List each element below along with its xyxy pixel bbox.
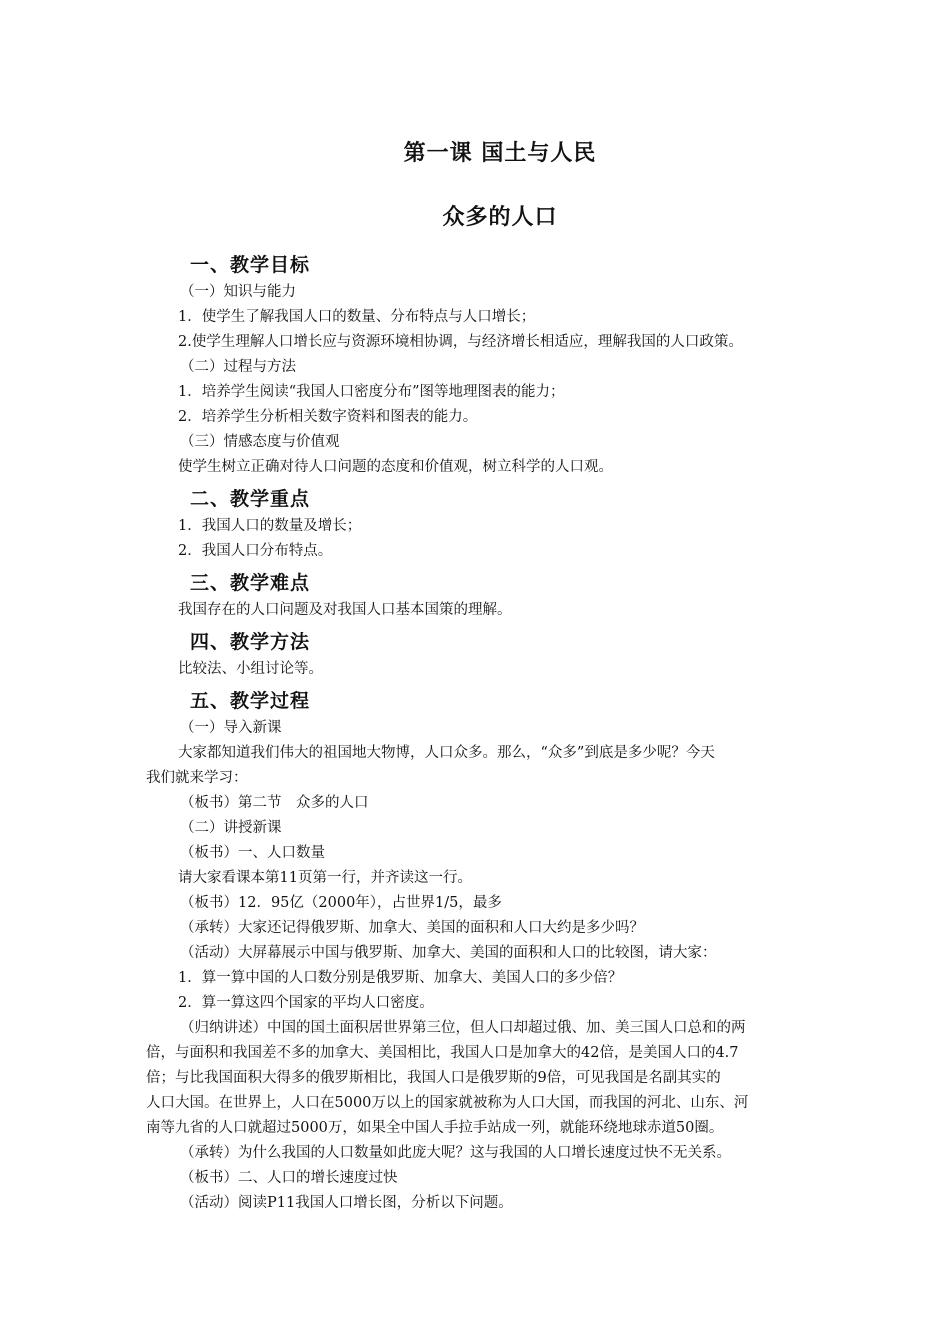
paragraph-line: 2．算一算这四个国家的平均人口密度。	[178, 995, 434, 1011]
section-heading-difficulties: 三、教学难点	[190, 572, 311, 594]
paragraph-line: （承转）大家还记得俄罗斯、加拿大、美国的面积和人口大约是多少吗？	[180, 920, 644, 936]
paragraph-line: （一）知识与能力	[180, 284, 296, 300]
section-heading-key-points: 二、教学重点	[190, 488, 311, 510]
section-heading-methods: 四、教学方法	[190, 631, 311, 653]
paragraph-line: 2．培养学生分析相关数字资料和图表的能力。	[178, 409, 478, 425]
paragraph-line: 2．我国人口分布特点。	[178, 543, 333, 559]
paragraph-line: 倍，与面积和我国差不多的加拿大、美国相比，我国人口是加拿大的42倍，是美国人口的4.7	[146, 1045, 739, 1061]
paragraph-line: 人口大国。在世界上，人口在5000万以上的国家就被称为人口大国，而我国的河北、山东、河	[146, 1095, 749, 1111]
lesson-subtitle: 众多的人口	[442, 205, 558, 230]
paragraph-line: （二）讲授新课	[180, 820, 282, 836]
paragraph-line: （活动）大屏幕展示中国与俄罗斯、加拿大、美国的面积和人口的比较图，请大家：	[180, 945, 717, 961]
paragraph-line: 倍；与比我国面积大得多的俄罗斯相比，我国人口是俄罗斯的9倍，可见我国是名副其实的	[146, 1070, 721, 1086]
lesson-title: 第一课 国土与人民	[403, 141, 597, 166]
section-heading-objectives: 一、教学目标	[190, 254, 311, 276]
paragraph-line: （活动）阅读P11我国人口增长图，分析以下问题。	[180, 1195, 513, 1211]
paragraph-line: （二）过程与方法	[180, 359, 296, 375]
paragraph-line: （三）情感态度与价值观	[180, 434, 340, 450]
paragraph-line: 请大家看课本第11页第一行，并齐读这一行。	[178, 870, 472, 886]
paragraph-line: 比较法、小组讨论等。	[178, 661, 323, 677]
paragraph-line: （归纳讲述）中国的国土面积居世界第三位，但人口却超过俄、加、美三国人口总和的两	[180, 1020, 746, 1036]
paragraph-line: 1．使学生了解我国人口的数量、分布特点与人口增长；	[178, 309, 536, 325]
paragraph-line: （承转）为什么我国的人口数量如此庞大呢？这与我国的人口增长速度过快不无关系。	[180, 1145, 731, 1161]
paragraph-line: 我们就来学习：	[146, 770, 248, 786]
paragraph-line: 使学生树立正确对待人口问题的态度和价值观，树立科学的人口观。	[178, 459, 613, 475]
paragraph-line: 1．我国人口的数量及增长；	[178, 518, 362, 534]
paragraph-line: 2.使学生理解人口增长应与资源环境相协调，与经济增长相适应，理解我国的人口政策。	[178, 334, 743, 350]
paragraph-line: 南等九省的人口就超过5000万，如果全中国人手拉手站成一列，就能环绕地球赤道50圈。	[146, 1120, 724, 1136]
paragraph-line: （板书）12．95亿（2000年），占世界1/5，最多	[180, 895, 502, 911]
paragraph-line: （板书）二、人口的增长速度过快	[180, 1170, 398, 1186]
paragraph-line: （板书）第二节 众多的人口	[180, 795, 369, 811]
paragraph-line: 1．培养学生阅读“我国人口密度分布”图等地理图表的能力；	[178, 384, 565, 400]
paragraph-line: 1．算一算中国的人口数分别是俄罗斯、加拿大、美国人口的多少倍？	[178, 970, 623, 986]
section-heading-process: 五、教学过程	[190, 690, 311, 712]
paragraph-line: （板书）一、人口数量	[180, 845, 325, 861]
paragraph-line: （一）导入新课	[180, 720, 282, 736]
paragraph-line: 我国存在的人口问题及对我国人口基本国策的理解。	[178, 602, 512, 618]
paragraph-line: 大家都知道我们伟大的祖国地大物博，人口众多。那么，“众多”到底是多少呢？今天	[178, 745, 715, 761]
